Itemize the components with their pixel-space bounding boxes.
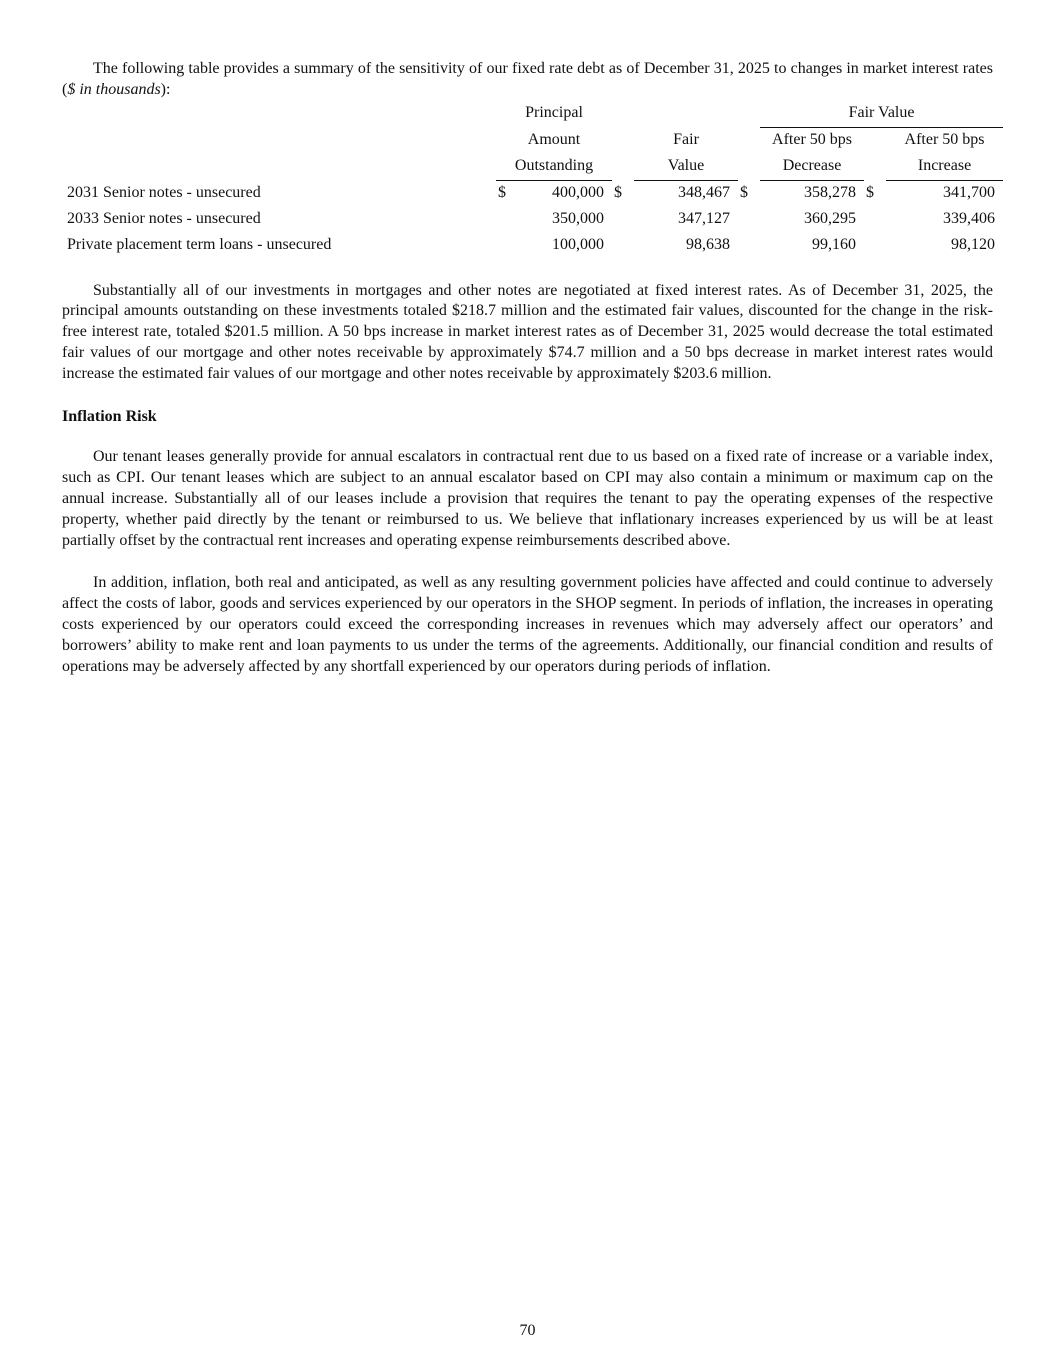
spacer [62,551,993,573]
header-fair-1: Fair [673,130,699,148]
inflation-paragraph-2: In addition, inflation, both real and anticipated, as well as any resulting government policies have affected and could continue to adversely affect the costs of labor, goods and services experienced by our operators in the SHOP segment. In periods of inflation, the increases in operating costs experienced by our operators could exceed the corresponding increases in revenues which may adversely affect our operators’ and borrowers’ ability to make rent and loan payments to us under the terms of the agreements. Additionally, our financial condition and results of operations may be adversely affected by any shortfall experienced by our operators during periods of inflation. [62,574,993,675]
row-label: 2031 Senior notes - unsecured [67,183,261,201]
intro-paragraph [62,59,993,101]
header-row-3 [62,154,1003,181]
row-label: Private placement term loans - unsecured [67,236,332,254]
header-principal-2: Amount [527,130,581,148]
intro-text: The following table provides a summary of the sensitivity of our fixed rate debt as of December 31, 2025 to changes in market interest rates ( [62,60,993,98]
header-row-2 [62,127,1003,154]
document-page [62,59,996,677]
intro-text-end: ): [160,80,171,98]
increase-cell: 98,120 [951,236,996,254]
currency-symbol: $ [740,183,749,201]
principal-cell: 100,000 [552,236,605,254]
debt-sensitivity-table [62,101,1003,259]
header-fair-value-group: Fair Value [760,101,1003,128]
header-principal-1: Principal [525,104,583,122]
principal-cell: 350,000 [552,210,605,228]
header-decrease-2: Decrease [760,154,864,181]
currency-symbol: $ [498,184,506,202]
table-row [62,180,1003,207]
currency-symbol: $ [866,183,875,201]
decrease-cell: 358,278 [804,184,857,202]
page-number: 70 [519,1322,536,1339]
fair-value-cell: 98,638 [686,236,731,254]
increase-cell: 339,406 [943,210,996,228]
decrease-cell: 99,160 [812,236,857,254]
table-row [62,233,1003,259]
header-fair-2: Value [634,154,738,181]
currency-symbol: $ [614,183,623,201]
header-increase-2: Increase [886,154,1003,181]
header-principal-3: Outstanding [496,154,612,181]
principal-cell: 400,000 [552,184,605,202]
fair-value-cell: 347,127 [678,210,731,228]
table-row [62,207,1003,233]
header-row-1 [62,101,1003,128]
row-label: 2033 Senior notes - unsecured [67,210,261,228]
inflation-risk-heading: Inflation Risk [62,407,157,425]
spacer [62,385,993,407]
header-increase-1: After 50 bps [904,131,985,149]
increase-cell: 341,700 [943,184,996,202]
inflation-paragraph-1: Our tenant leases generally provide for annual escalators in contractual rent due to us based on a fixed rate of increase or a variable index, such as CPI. Our tenant leases which are subject to an annual escalator based on CPI may also contain a minimum or maximum cap on the annual increase. Substantially all of our leases include a provision that requires the tenant to pay the operating expenses of the respective property, whether paid directly by the tenant or reimbursed to us. We believe that inflationary increases experienced by us will be at least partially offset by the contractual rent increases and operating expense reimbursements described above. [62,448,993,549]
mortgages-paragraph: Substantially all of our investments in mortgages and other notes are negotiated at fixed interest rates. As of December 31, 2025, the principal amounts outstanding on these investments totaled $218.7 million and the estimated fair values, discounted for the change in the risk-free interest rate, totaled $201.5 million. A 50 bps increase in market interest rates as of December 31, 2025 would decrease the total estimated fair values of our mortgage and other notes receivable by approximately $74.7 million and a 50 bps decrease in market interest rates would increase the estimated fair values of our mortgage and other notes receivable by approximately $203.6 million. [62,281,993,382]
fair-value-cell: 348,467 [678,184,731,202]
decrease-cell: 360,295 [804,210,857,228]
header-decrease-1: After 50 bps [772,131,852,149]
intro-units: $ in thousands [67,80,161,98]
